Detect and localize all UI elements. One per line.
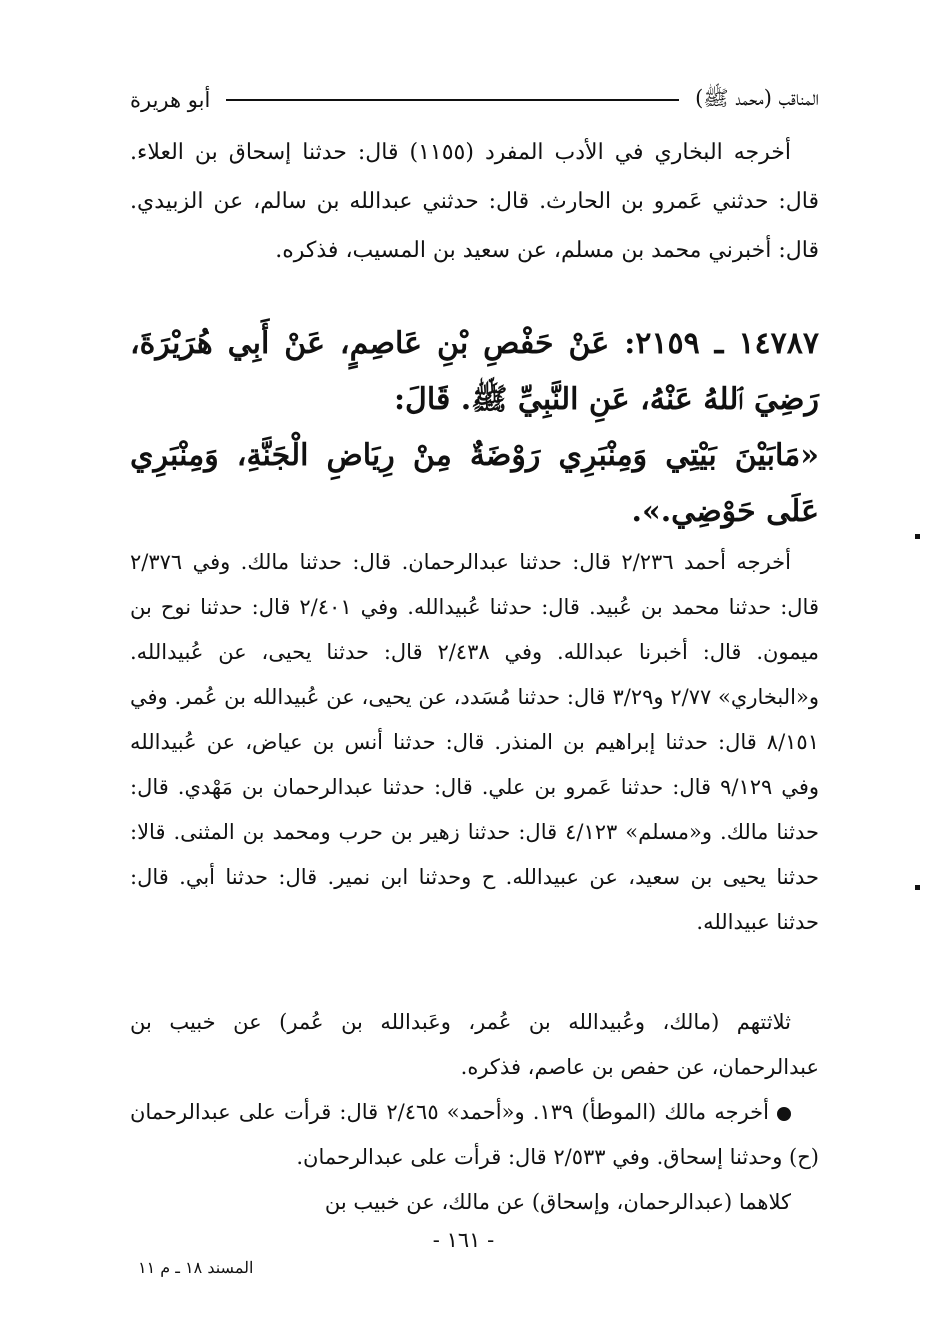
source-note [130,128,819,275]
margin-dot [915,534,920,539]
tathlith-paragraph [130,1000,819,1090]
malik-note-text: أخرجه مالك (الموطأ) ١٣٩. و«أحمد» ٢/٤٦٥ قال: قرأت على عبدالرحمان (ح) وحدثنا إسحاق. وفي ٢/٥٣٣ قال: قرأت على عبدالرحمان. [130,1100,819,1169]
header-rule [226,99,679,101]
margin-dot [915,885,920,890]
takhrij-paragraph [130,540,819,945]
hadith-intro: ١٤٧٨٧ ـ ٢١٥٩: عَنْ حَفْصِ بْنِ عَاصِمٍ، عَنْ أَبِي هُرَيْرَةَ، رَضِيَ ٱللهُ عَنْهُ، عَنِ النَّبِيِّ ﷺ. قَالَ: [130,326,819,417]
header-section-title: المناقب (محمد ﷺ) [695,85,819,110]
signature-mark: المسند ١٨ ـ م ١١ [138,1258,254,1277]
tathlith-text: ثلاثتهم (مالك، وعُبيدالله بن عُمر، وعَبدالله بن عُمر) عن خبيب بن عبدالرحمان، عن حفص بن عاصم، فذكره. [130,1010,819,1079]
page-number: - ١٦١ - [432,1228,495,1252]
kilahuma-text: كلاهما (عبدالرحمان، وإسحاق) عن مالك، عن خبيب بن [324,1190,791,1214]
header-companion-name: أبو هريرة [130,88,211,112]
source-note-text: أخرجه البخاري في الأدب المفرد (١١٥٥) قال: حدثنا إسحاق بن العلاء. قال: حدثني عَمرو بن الحارث. قال: حدثني عبدالله بن سالم، عن الزبيدي. قال: أخبرني محمد بن مسلم، عن سعيد بن المسيب، فذكره. [130,140,819,263]
malik-note [130,1090,819,1180]
takhrij-text: أخرجه أحمد ٢/٢٣٦ قال: حدثنا عبدالرحمان. قال: حدثنا مالك. وفي ٢/٣٧٦ قال: حدثنا محمد بن عُبيد. قال: حدثنا عُبيدالله. وفي ٢/٤٠١ قال: حدثنا نوح بن ميمون. قال: أخبرنا عبدالله. وفي ٢/٤٣٨ قال: حدثنا يحيى، عن عُبيدالله. و«البخاري» ٢/٧٧ و٣/٢٩ قال: حدثنا مُسَدد، عن يحيى، عن عُبيدالله بن عُمر. وفي ٨/١٥١ قال: حدثنا إبراهيم بن المنذر. قال: حدثنا أنس بن عياض، عن عُبيدالله وفي ٩/١٢٩ قال: حدثنا عَمرو بن علي. قال: حدثنا عبدالرحمان بن مَهْدي. قال: حدثنا مالك. و«مسلم» ٤/١٢٣ قال: حدثنا زهير بن حرب ومحمد بن المثنى. قالا: حدثنا يحيى بن سعيد، عن عبيدالله. ح وحدثنا ابن نمير. قال: حدثنا أبي. قال: حدثنا عبيدالله. [130,550,819,934]
hadith-text: «مَابَيْنَ بَيْتِي وَمِنْبَرِي رَوْضَةٌ مِنْ رِيَاضِ الْجَنَّةِ، وَمِنْبَرِي عَلَى حَوْضِي.». [130,438,819,529]
hadith-block [130,316,819,540]
malik-section [130,1090,819,1225]
running-header [130,80,819,120]
bullet-icon [777,1107,791,1121]
